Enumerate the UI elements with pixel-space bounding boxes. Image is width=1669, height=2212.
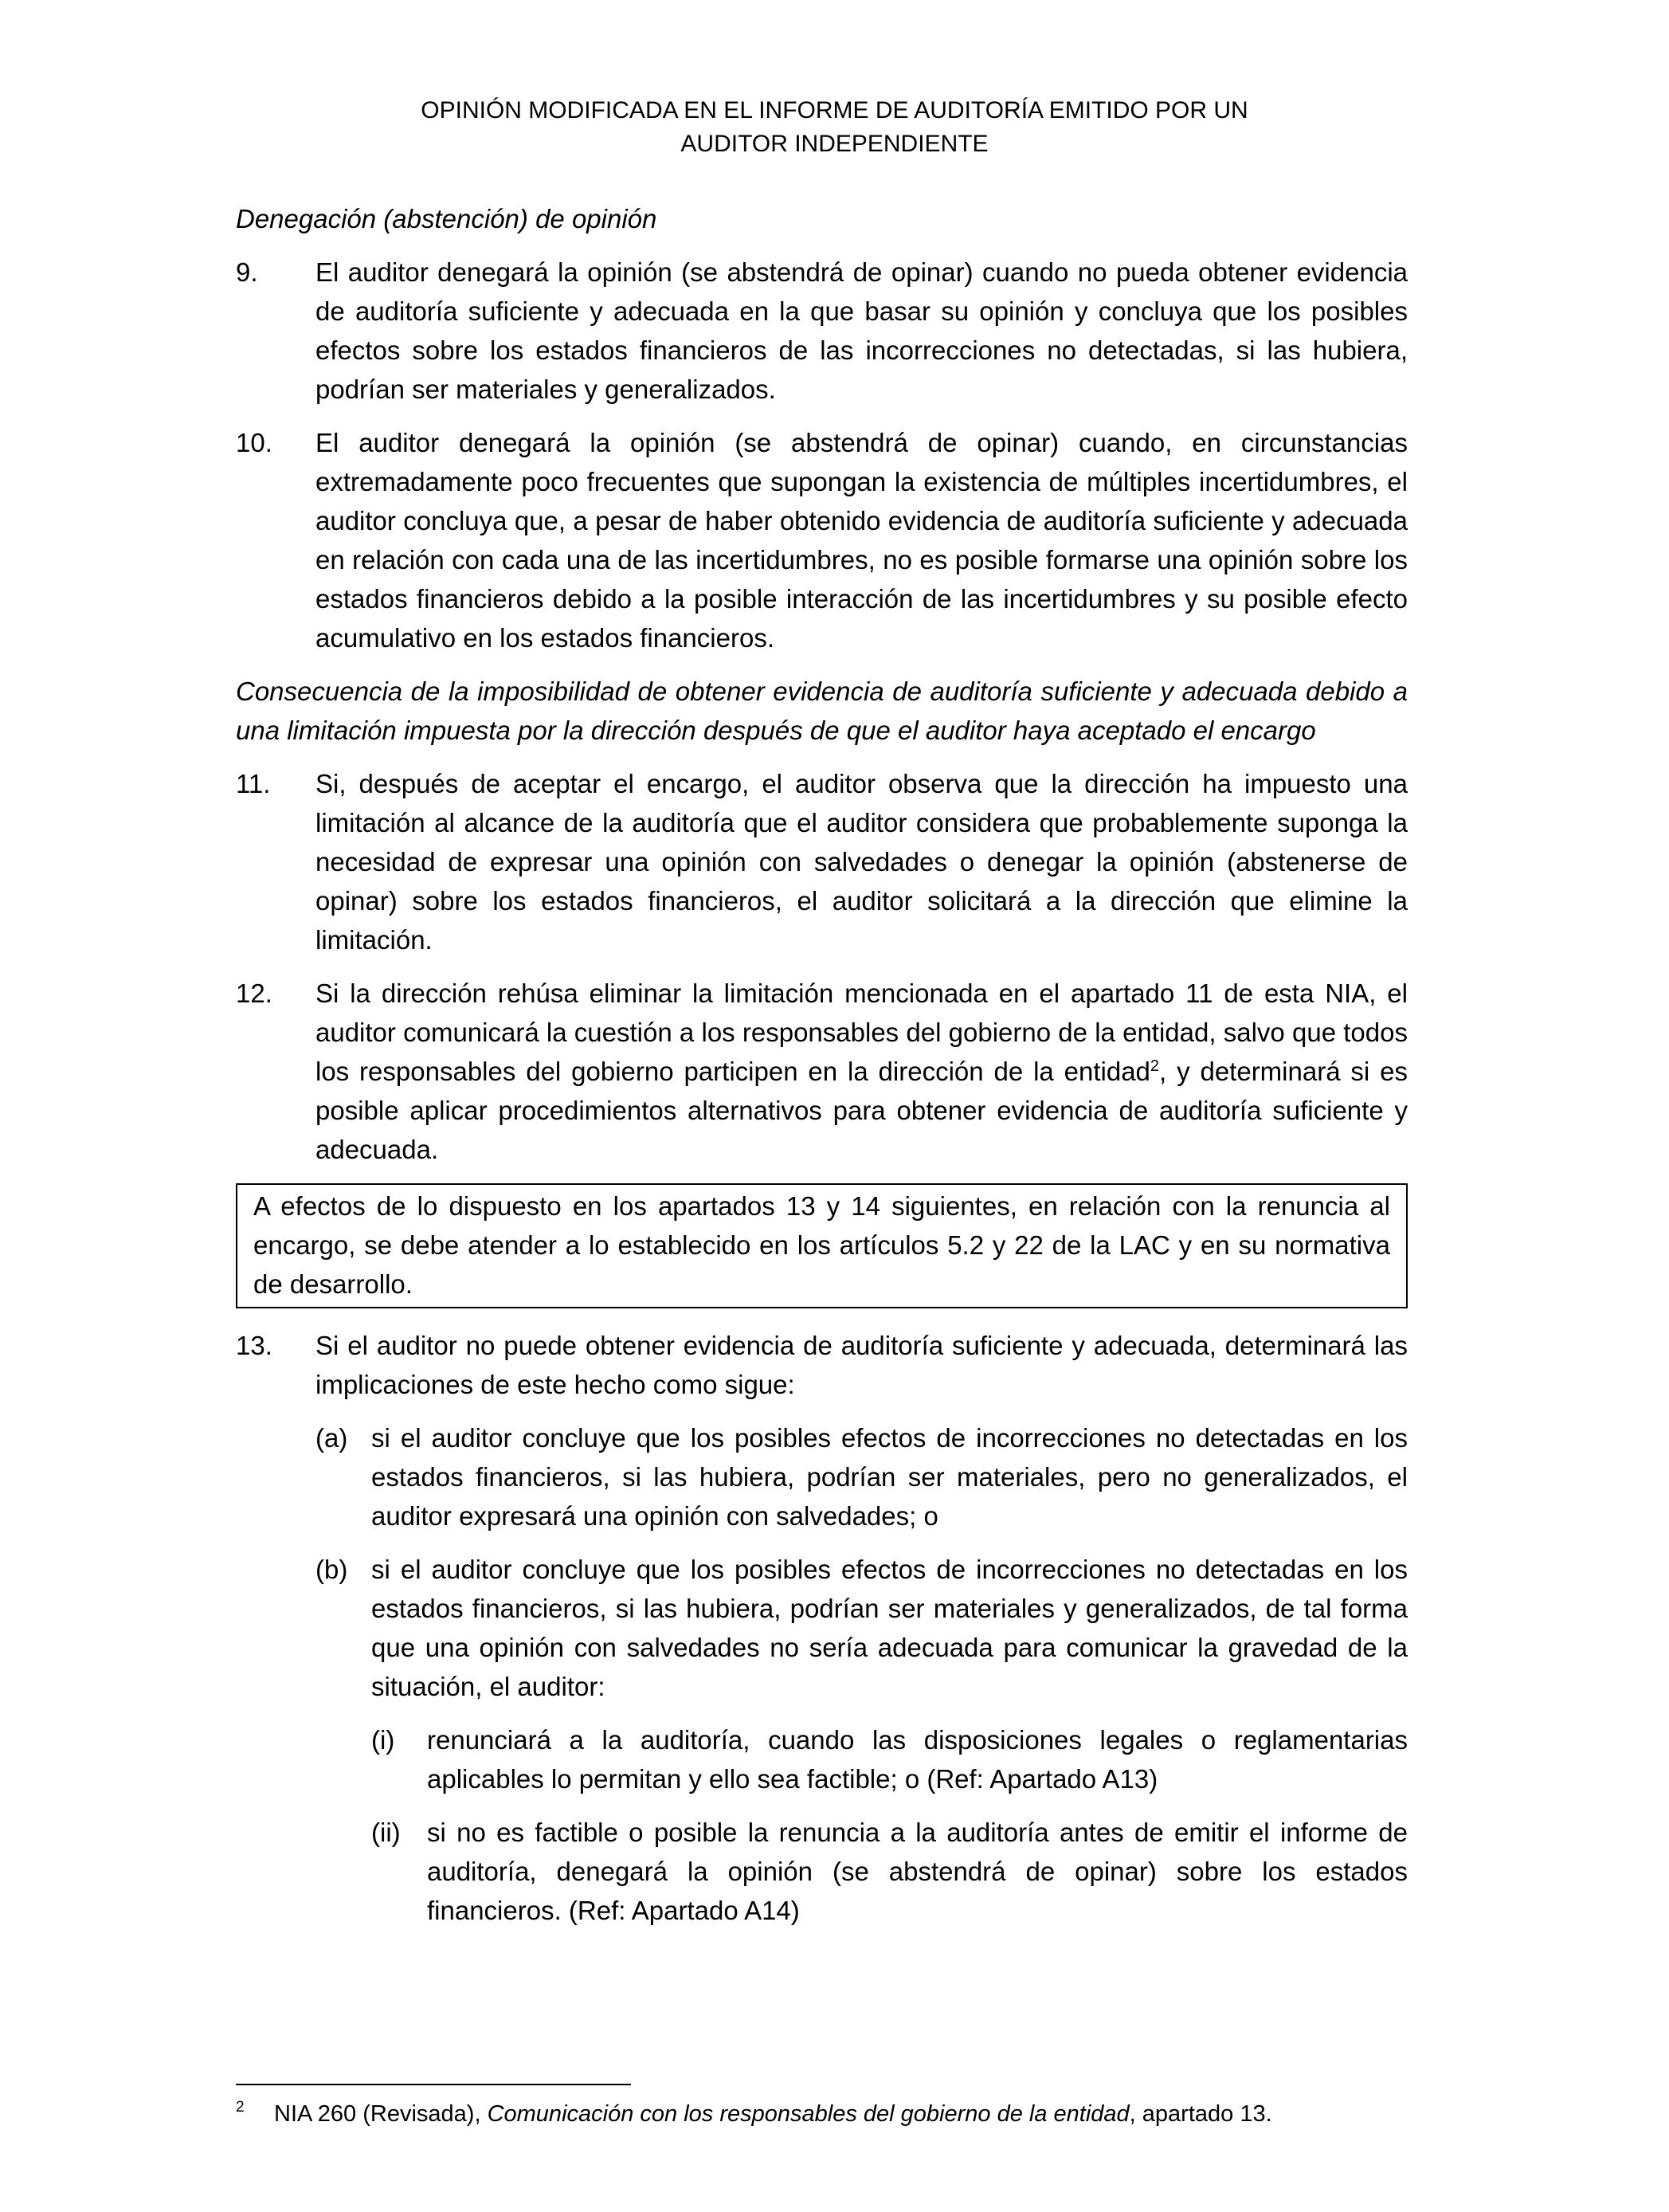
section-heading-consecuencia: Consecuencia de la imposibilidad de obtener evidencia de auditoría suficiente y adecuada debido a una limitación impuesta por la dirección después de que el auditor haya aceptado el encargo xyxy=(236,677,1408,745)
paragraph-number: 11. xyxy=(236,769,271,798)
paragraph-11 xyxy=(236,764,1408,959)
paragraph-9 xyxy=(236,253,1408,409)
paragraph-12 xyxy=(236,974,1408,1169)
boxed-note xyxy=(236,1183,1408,1308)
paragraph-number: 13. xyxy=(236,1331,272,1360)
header-line-1: OPINIÓN MODIFICADA EN EL INFORME DE AUDITORÍA EMITIDO POR UN xyxy=(421,97,1248,124)
footnote-title: Comunicación con los responsables del gobierno de la entidad xyxy=(487,2101,1130,2127)
list-item-label: (ii) xyxy=(371,1818,401,1847)
footnote-mark: 2 xyxy=(236,2099,245,2116)
paragraph-number: 10. xyxy=(236,428,272,457)
footnote-text-after: , apartado 13. xyxy=(1129,2101,1272,2127)
paragraph-10 xyxy=(236,423,1408,657)
list-item-b xyxy=(315,1550,1408,1930)
list-item-text: si el auditor concluye que los posibles efectos de incorrecciones no detectadas en los estados financieros, si las hubiera, podrían ser materiales, pero no generalizados, el auditor expresará una opinión con salvedades; o xyxy=(371,1423,1408,1531)
boxed-note-text: A efectos de lo dispuesto en los apartados 13 y 14 siguientes, en relación con la renuncia al encargo, se debe atender a lo establecido en los artículos 5.2 y 22 de la LAC y en su normativa de desarrollo. xyxy=(253,1191,1390,1299)
list-item-text: renunciará a la auditoría, cuando las disposiciones legales o reglamentarias aplicables lo permitan y ello sea factible; o (Ref: Apartado A13) xyxy=(427,1725,1408,1794)
list-item-label: (b) xyxy=(315,1555,348,1584)
paragraph-text-before: Si la dirección rehúsa eliminar la limitación mencionada en el apartado 11 de esta NIA, el auditor comunicará la cuestión a los responsables del gobierno de la entidad, salvo que todos los responsables del gobierno participen en la dirección de la entidad xyxy=(315,979,1408,1086)
paragraph-text-after: , y determinará si es posible aplicar procedimientos alternativos para obtener evidencia de auditoría suficiente y adecuada. xyxy=(315,1057,1408,1164)
list-item-a xyxy=(315,1418,1408,1535)
paragraph-number: 12. xyxy=(236,979,272,1008)
list-item-text: si no es factible o posible la renuncia a la auditoría antes de emitir el informe de auditoría, denegará la opinión (se abstendrá de opinar) sobre los estados financieros. (Ref: Apartado A14) xyxy=(427,1818,1408,1925)
footnote-text-before: NIA 260 (Revisada), xyxy=(274,2101,488,2127)
paragraph-text: El auditor denegará la opinión (se abstendrá de opinar) cuando, en circunstancias extremadamente poco frecuentes que supongan la existencia de múltiples incertidumbres, el auditor concluya que, a pesar de haber obtenido evidencia de auditoría suficiente y adecuada en relación con cada una de las incertidumbres, no es posible formarse una opinión sobre los estados financieros debido a la posible interacción de las incertidumbres y su posible efecto acumulativo en los estados financieros. xyxy=(315,428,1408,653)
document-body xyxy=(236,199,1408,1944)
footnote-reference[interactable]: 2 xyxy=(1150,1057,1160,1075)
footnote xyxy=(236,2098,1408,2130)
paragraph-lead-text: Si el auditor no puede obtener evidencia de auditoría suficiente y adecuada, determinará las implicaciones de este hecho como sigue: xyxy=(315,1331,1408,1399)
paragraph-text: Si, después de aceptar el encargo, el auditor observa que la dirección ha impuesto una limitación al alcance de la auditoría que el auditor considera que probablemente suponga la necesidad de expresar una opinión con salvedades o denegar la opinión (abstenerse de opinar) sobre los estados financieros, el auditor solicitará a la dirección que elimine la limitación. xyxy=(315,769,1408,955)
list-item-i xyxy=(371,1720,1408,1798)
list-item-ii xyxy=(371,1813,1408,1930)
nested-list xyxy=(371,1720,1408,1930)
header-line-2: AUDITOR INDEPENDIENTE xyxy=(680,131,989,157)
list-item-text: si el auditor concluye que los posibles efectos de incorrecciones no detectadas en los estados financieros, si las hubiera, podrían ser materiales y generalizados, de tal forma que una opinión con salvedades no sería adecuada para comunicar la gravedad de la situación, el auditor: xyxy=(371,1555,1408,1701)
footnote-separator xyxy=(236,2084,631,2085)
paragraph-number: 9. xyxy=(236,257,258,287)
list-item-label: (i) xyxy=(371,1725,395,1755)
paragraph-13 xyxy=(236,1326,1408,1930)
section-heading-denegacion: Denegación (abstención) de opinión xyxy=(236,204,657,233)
list-item-label: (a) xyxy=(315,1423,348,1453)
page-header xyxy=(239,94,1430,161)
paragraph-text: El auditor denegará la opinión (se abstendrá de opinar) cuando no pueda obtener evidencia de auditoría suficiente y adecuada en la que basar su opinión y concluya que los posibles efectos sobre los estados financieros de las incorrecciones no detectadas, si las hubiera, podrían ser materiales y generalizados. xyxy=(315,257,1408,404)
